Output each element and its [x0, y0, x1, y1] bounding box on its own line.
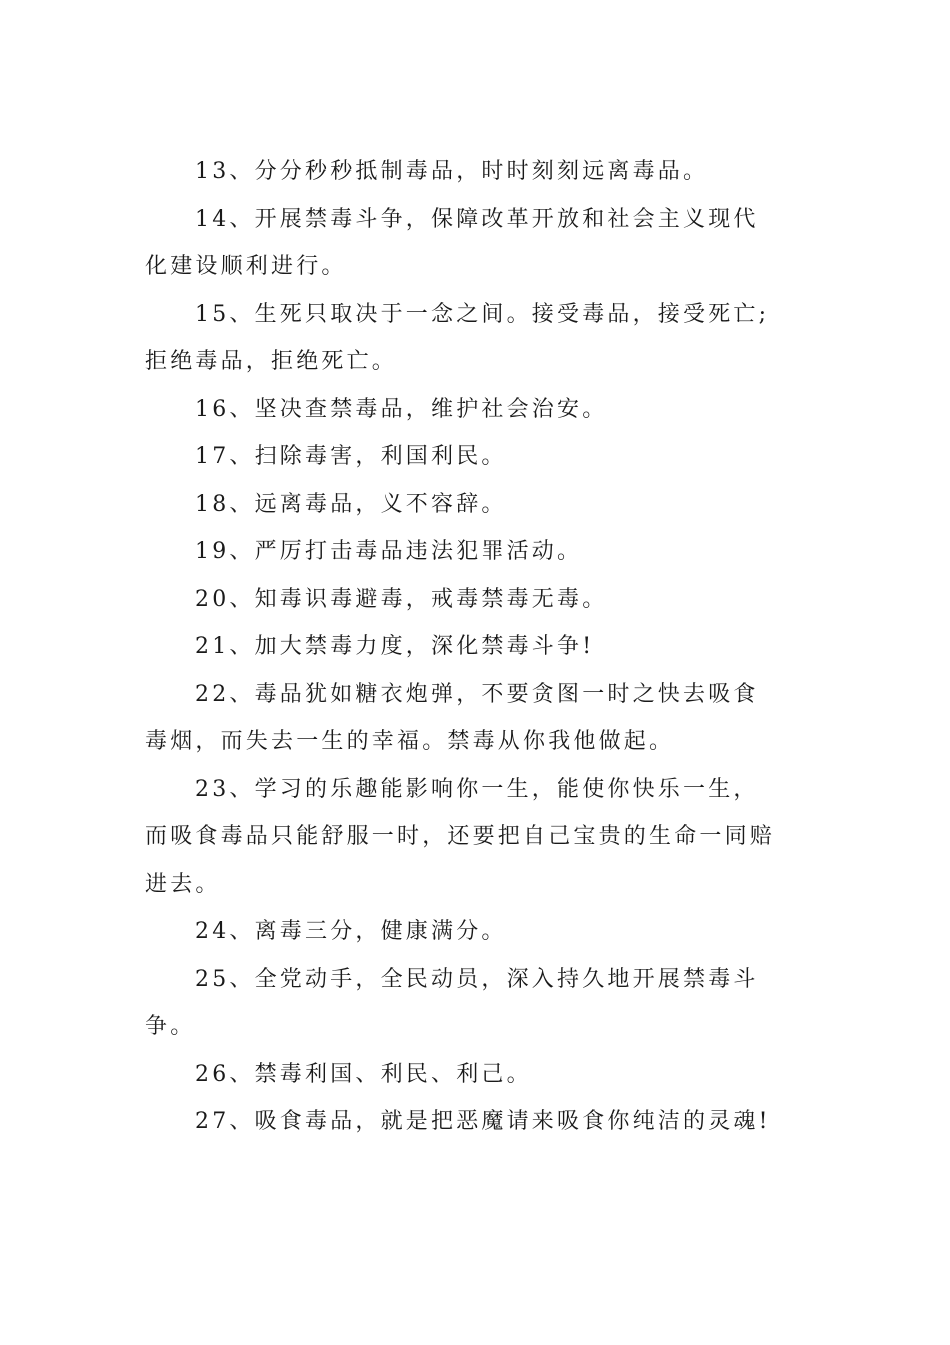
paragraph-21: 21、加大禁毒力度，深化禁毒斗争! [195, 634, 595, 659]
paragraph-13: 13、分分秒秒抵制毒品，时时刻刻远离毒品。 [195, 159, 709, 184]
paragraph-22: 22、毒品犹如糖衣炮弹，不要贪图一时之快去吸食毒烟，而失去一生的幸福。禁毒从你我他做起。 [145, 681, 759, 754]
paragraph-18: 18、远离毒品，义不容辞。 [195, 491, 507, 517]
paragraph-19: 19、严厉打击毒品违法犯罪活动。 [195, 539, 583, 564]
document-body [145, 148, 780, 1146]
paragraph-14: 14、开展禁毒斗争，保障改革开放和社会主义现代化建设顺利进行。 [145, 206, 759, 279]
paragraph-27: 27、吸食毒品，就是把恶魔请来吸食你纯洁的灵魂! [195, 1109, 771, 1134]
paragraph-25: 25、全党动手，全民动员，深入持久地开展禁毒斗争。 [145, 966, 759, 1039]
paragraph-15: 15、生死只取决于一念之间。接受毒品，接受死亡;拒绝毒品，拒绝死亡。 [145, 301, 770, 374]
paragraph-23: 23、学习的乐趣能影响你一生，能使你快乐一生，而吸食毒品只能舒服一时，还要把自己宝贵的生命一同赔进去。 [145, 776, 776, 897]
paragraph-17: 17、扫除毒害，利国利民。 [195, 444, 507, 469]
paragraph-26: 26、禁毒利国、利民、利己。 [195, 1061, 532, 1087]
paragraph-20: 20、知毒识毒避毒，戒毒禁毒无毒。 [195, 586, 608, 612]
paragraph-16: 16、坚决查禁毒品，维护社会治安。 [195, 396, 608, 422]
paragraph-24: 24、离毒三分，健康满分。 [195, 919, 507, 944]
